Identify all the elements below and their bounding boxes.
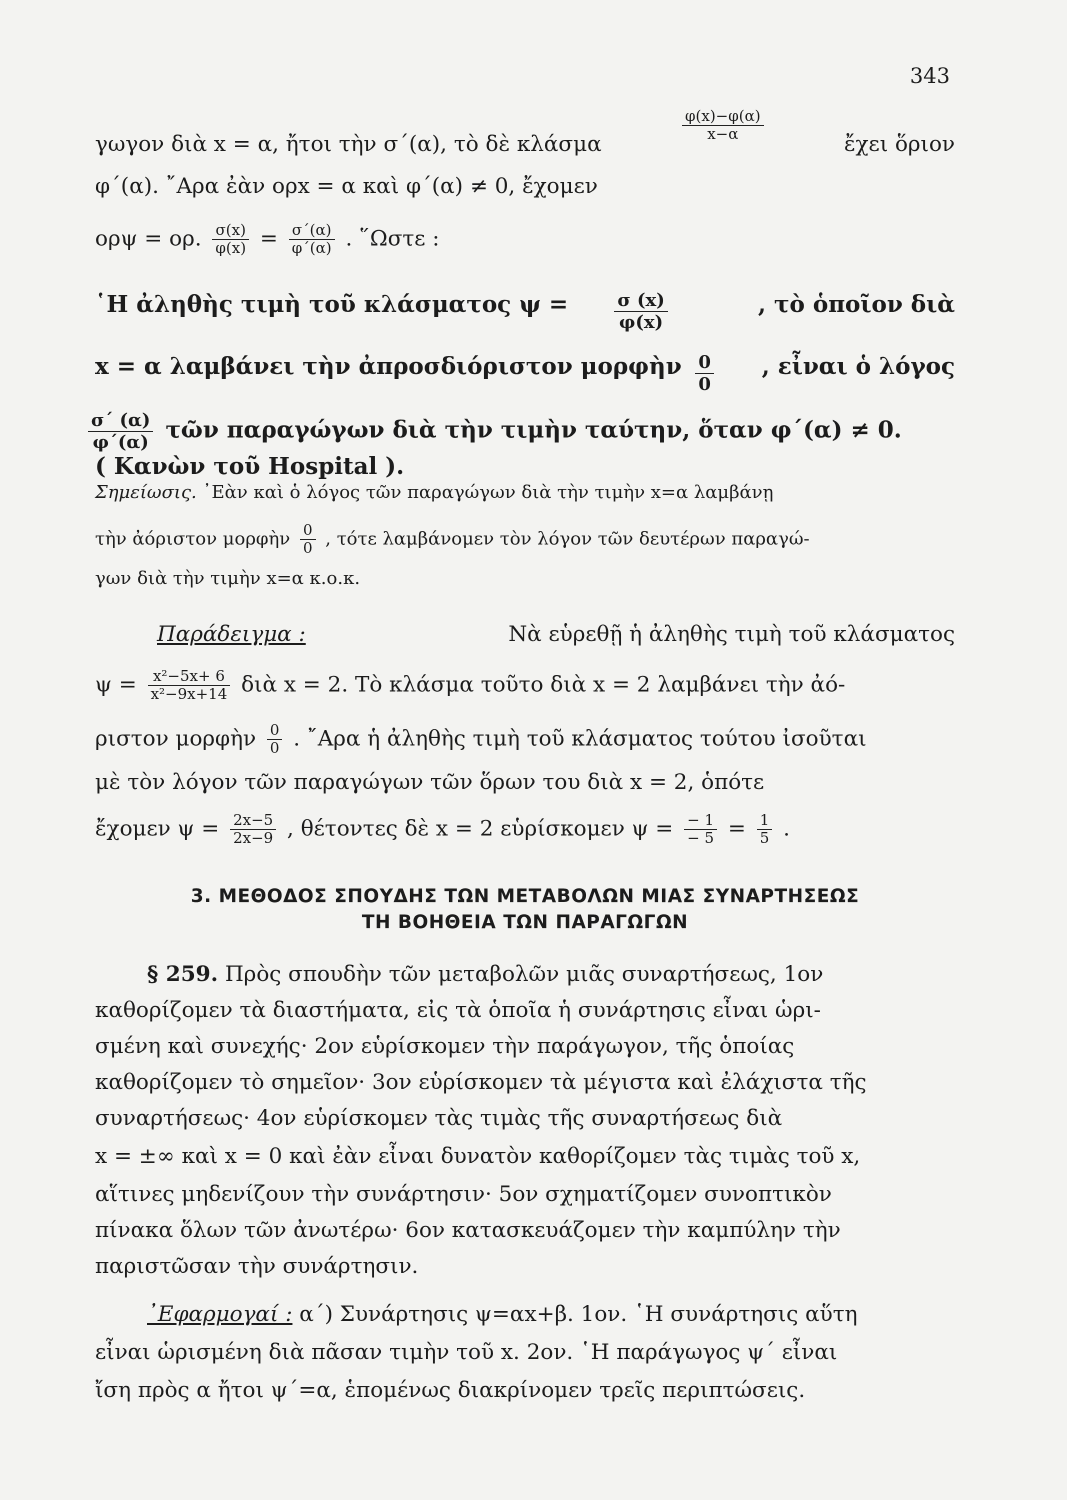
text-line bbox=[95, 812, 955, 847]
fraction-denominator: − 5 bbox=[687, 829, 715, 847]
fraction-numerator: σ (x) bbox=[614, 290, 667, 312]
text-line bbox=[95, 1300, 955, 1330]
text-segment: ψ = bbox=[95, 672, 137, 698]
text-line bbox=[95, 352, 955, 395]
fraction-denominator: x²−9x+14 bbox=[150, 685, 228, 703]
fraction-denominator: φ΄(α) bbox=[291, 239, 332, 257]
text-line bbox=[95, 722, 955, 757]
text-line: μὲ τὸν λόγον τῶν παραγώγων τῶν ὅρων του διὰ x = 2, ὁπότε bbox=[95, 770, 765, 795]
section-heading: 3. ΜΕΘΟΔΟΣ ΣΠΟΥΔΗΣ ΤΩΝ ΜΕΤΑΒΟΛΩΝ ΜΙΑΣ ΣΥΝΑΡΤΗΣΕΩΣ bbox=[190, 886, 860, 907]
text-line: καθορίζομεν τὸ σημεῖον· 3ον εὑρίσκομεν τὰ μέγιστα καὶ ἐλάχιστα τῆς bbox=[95, 1070, 867, 1095]
fraction bbox=[684, 812, 717, 847]
page-number: 343 bbox=[909, 64, 950, 88]
fraction bbox=[695, 352, 714, 395]
text-line: x = ±∞ καὶ x = 0 καὶ ἐὰν εἶναι δυνατὸν καθορίζομεν τὰς τιμὰς τοῦ x, bbox=[95, 1144, 861, 1169]
text-segment: γωγον διὰ x = α, ἤτοι τὴν σ΄(α), τὸ δὲ κλάσμα bbox=[95, 132, 602, 157]
text-line: συναρτήσεως· 4ον εὑρίσκομεν τὰς τιμὰς τῆς συναρτήσεως διὰ bbox=[95, 1106, 783, 1131]
fraction-numerator: σ(x) bbox=[212, 222, 249, 240]
text-line: παριστῶσαν τὴν συνάρτησιν. bbox=[95, 1254, 419, 1279]
text-segment: . bbox=[783, 816, 790, 842]
text-line bbox=[95, 222, 955, 257]
fraction-denominator: x−α bbox=[707, 125, 739, 143]
text-segment: , εἶναι ὁ λόγος bbox=[761, 353, 955, 380]
fraction bbox=[212, 222, 249, 257]
text-line bbox=[95, 290, 955, 333]
fraction-denominator: 0 bbox=[302, 539, 313, 557]
text-segment: , θέτοντες δὲ x = 2 εὑρίσκομεν ψ = bbox=[287, 816, 674, 842]
text-segment: Νὰ εὑρεθῇ ἡ ἀληθὴς τιμὴ τοῦ κλάσματος bbox=[508, 622, 955, 647]
text-segment: τῶν παραγώγων διὰ τὴν τιμὴν ταύτην, ὅταν φ΄(α) ≠ 0. bbox=[165, 416, 902, 444]
text-line: φ΄(α). ῎Αρα ἐὰν ορx = α καὶ φ΄(α) ≠ 0, ἔχομεν bbox=[95, 174, 598, 199]
fraction bbox=[148, 668, 231, 703]
fraction-numerator: 0 bbox=[695, 352, 714, 374]
fraction-numerator: x²−5x+ 6 bbox=[148, 668, 231, 686]
applications-label: ᾿Εφαρμογαί : bbox=[147, 1302, 293, 1327]
fraction-numerator: 1 bbox=[757, 812, 773, 830]
fraction bbox=[300, 522, 316, 557]
text-segment: ορψ = ορ. bbox=[95, 226, 202, 252]
note-label: Σημείωσις. bbox=[95, 482, 197, 503]
fraction-denominator: 2x−9 bbox=[233, 829, 274, 847]
text-segment: ἔχει ὅριον bbox=[843, 132, 955, 157]
fraction bbox=[682, 108, 764, 160]
fraction-numerator: φ(x)−φ(α) bbox=[682, 108, 764, 126]
text-segment: . ῎Αρα ἡ ἀληθὴς τιμὴ τοῦ κλάσματος τούτου ἰσοῦται bbox=[293, 726, 867, 752]
note-line bbox=[95, 478, 955, 508]
text-segment: , τὸ ὁποῖον διὰ bbox=[758, 291, 955, 318]
fraction-denominator: φ(x) bbox=[619, 312, 664, 333]
equals-sign: = bbox=[727, 816, 746, 842]
fraction-denominator: φ(x) bbox=[215, 239, 247, 257]
text-segment: , τότε λαμβάνομεν τὸν λόγον τῶν δευτέρων παραγώ- bbox=[325, 528, 810, 550]
text-segment: ριστον μορφὴν bbox=[95, 726, 257, 752]
text-line: σμένη καὶ συνεχής· 2ον εὑρίσκομεν τὴν παράγωγον, τῆς ὁποίας bbox=[95, 1034, 795, 1059]
fraction bbox=[230, 812, 276, 847]
text-segment: x = α λαμβάνει τὴν ἀπροσδιόριστον μορφὴν bbox=[95, 353, 682, 380]
equals-sign: = bbox=[259, 226, 278, 252]
text-segment: ἔχομεν ψ = bbox=[95, 816, 220, 842]
fraction bbox=[614, 290, 667, 333]
fraction-denominator: φ΄(α) bbox=[92, 432, 149, 453]
text-segment: ῾Η ἀληθὴς τιμὴ τοῦ κλάσματος ψ = bbox=[95, 291, 569, 318]
text-line: ἴση πρὸς α ἤτοι ψ΄=α, ἑπομένως διακρίνομεν τρεῖς περιπτώσεις. bbox=[95, 1378, 806, 1403]
text-segment: . ῞Ωστε : bbox=[345, 226, 440, 252]
text-line: εἶναι ὡρισμένη διὰ πᾶσαν τιμὴν τοῦ x. 2ον. ῾Η παράγωγος ψ΄ εἶναι bbox=[95, 1340, 838, 1365]
section-heading-line2: ΤΗ ΒΟΗΘΕΙΑ ΤΩΝ ΠΑΡΑΓΩΓΩΝ bbox=[361, 912, 689, 933]
fraction bbox=[289, 222, 335, 257]
text-segment: Πρὸς σπουδὴν τῶν μεταβολῶν μιᾶς συναρτήσεως, 1ον bbox=[224, 962, 824, 987]
fraction-numerator: σ΄(α) bbox=[289, 222, 335, 240]
example-label: Παράδειγμα : bbox=[157, 622, 306, 647]
text-segment: διὰ x = 2. Τὸ κλάσμα τοῦτο διὰ x = 2 λαμβάνει τὴν ἀό- bbox=[241, 672, 846, 698]
fraction-numerator: σ΄ (α) bbox=[88, 410, 153, 432]
text-line bbox=[95, 668, 955, 703]
text-line bbox=[95, 960, 955, 990]
fraction bbox=[88, 410, 153, 453]
text-segment: τὴν ἀόριστον μορφὴν bbox=[95, 528, 291, 550]
fraction-numerator: 0 bbox=[300, 522, 316, 540]
text-line bbox=[88, 410, 948, 453]
fraction bbox=[267, 722, 283, 757]
fraction-numerator: 2x−5 bbox=[230, 812, 276, 830]
note-line bbox=[95, 522, 955, 557]
text-line: ( Κανὼν τοῦ Hospital ). bbox=[95, 453, 405, 480]
text-segment: α΄) Συνάρτησις ψ=αx+β. 1ον. ῾Η συνάρτησις αὕτη bbox=[299, 1302, 858, 1327]
fraction-numerator: − 1 bbox=[684, 812, 717, 830]
fraction-denominator: 0 bbox=[269, 739, 280, 757]
text-line bbox=[95, 620, 955, 650]
text-line: αἵτινες μηδενίζουν τὴν συνάρτησιν· 5ον σχηματίζομεν συνοπτικὸν bbox=[95, 1182, 832, 1207]
text-line: πίνακα ὅλων τῶν ἀνωτέρω· 6ον κατασκευάζομεν τὴν καμπύλην τὴν bbox=[95, 1218, 841, 1243]
text-line: καθορίζομεν τὰ διαστήματα, εἰς τὰ ὁποῖα ἡ συνάρτησις εἶναι ὡρι- bbox=[95, 998, 821, 1023]
note-line: γων διὰ τὴν τιμὴν x=α κ.ο.κ. bbox=[95, 568, 361, 589]
fraction-numerator: 0 bbox=[267, 722, 283, 740]
paragraph-number: § 259. bbox=[147, 962, 219, 987]
fraction-denominator: 5 bbox=[759, 829, 770, 847]
fraction bbox=[757, 812, 773, 847]
text-segment: ᾿Εὰν καὶ ὁ λόγος τῶν παραγώγων διὰ τὴν τιμὴν x=α λαμβάνῃ bbox=[202, 482, 774, 503]
fraction-denominator: 0 bbox=[698, 374, 711, 395]
